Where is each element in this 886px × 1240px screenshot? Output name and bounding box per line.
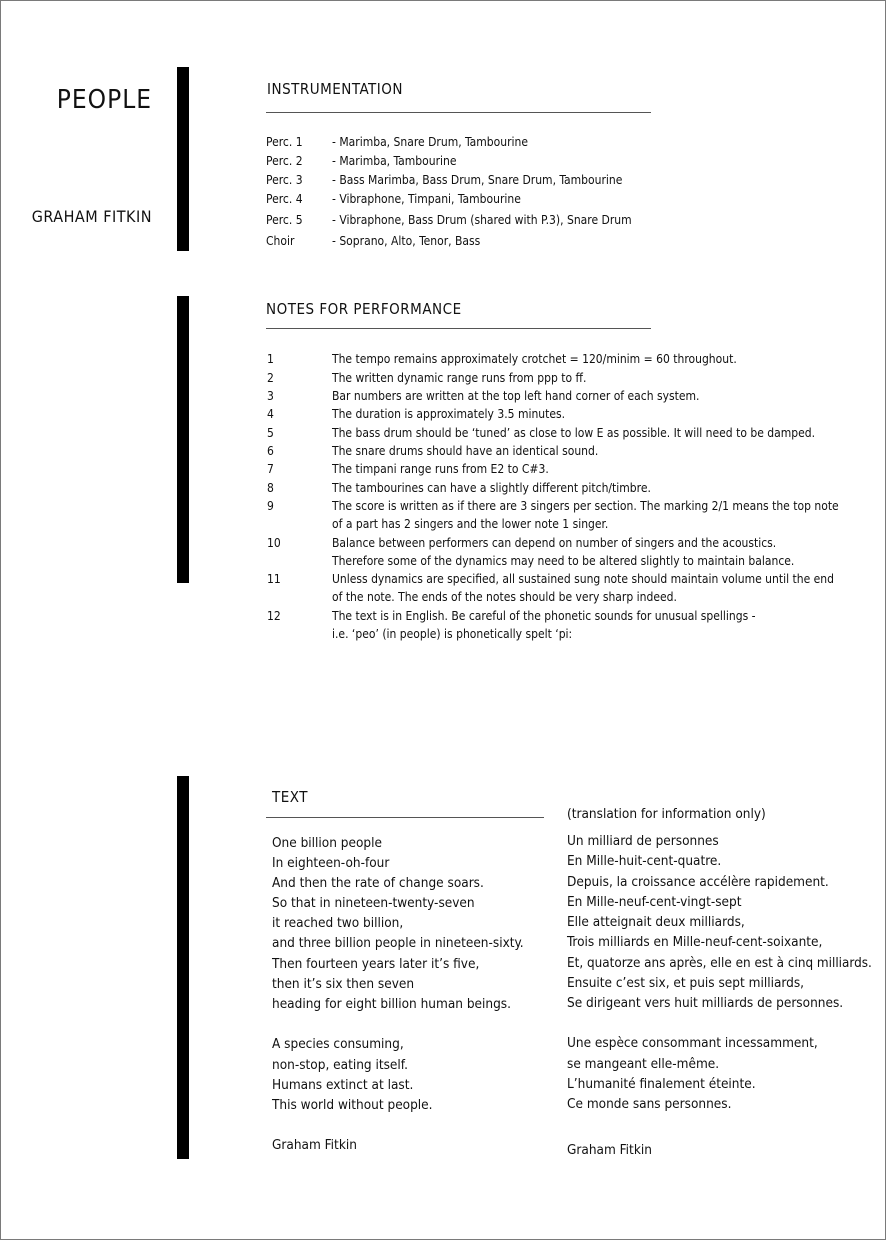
lyric-line-fr: En Mille-neuf-cent-vingt-sept bbox=[567, 894, 742, 910]
page-title: PEOPLE bbox=[56, 85, 152, 116]
lyric-line-fr: Depuis, la croissance accélère rapidement. bbox=[567, 874, 829, 890]
section-bar-text bbox=[177, 776, 189, 1159]
lyric-line-en: So that in nineteen-twenty-seven bbox=[272, 895, 475, 911]
instrument-label: Perc. 5 bbox=[266, 213, 303, 227]
instrument-label: Perc. 2 bbox=[266, 154, 303, 168]
instrument-desc: - Marimba, Snare Drum, Tambourine bbox=[332, 135, 529, 149]
lyric-line-en: and three billion people in nineteen-sixty. bbox=[272, 935, 524, 951]
note-number: 7 bbox=[267, 462, 274, 476]
text-author-fr: Graham Fitkin bbox=[567, 1142, 652, 1158]
note-number: 9 bbox=[267, 499, 274, 513]
instrument-desc: - Bass Marimba, Bass Drum, Snare Drum, Tambourine bbox=[332, 173, 623, 187]
note-text: i.e. ‘peo’ (in people) is phonetically spelt ‘pi: bbox=[332, 627, 573, 641]
note-number: 10 bbox=[267, 536, 281, 550]
instrumentation-heading: INSTRUMENTATION bbox=[267, 80, 403, 98]
lyric-line-fr: Trois milliards en Mille-neuf-cent-soixante, bbox=[567, 934, 823, 950]
lyric-line-fr: En Mille-huit-cent-quatre. bbox=[567, 853, 722, 869]
instrument-desc: - Vibraphone, Bass Drum (shared with P.3), Snare Drum bbox=[332, 213, 632, 227]
lyric-line-fr: Et, quatorze ans après, elle en est à cinq milliards. bbox=[567, 955, 872, 971]
text-author-en: Graham Fitkin bbox=[272, 1137, 357, 1153]
lyric-line-en: One billion people bbox=[272, 835, 382, 851]
note-text: Bar numbers are written at the top left hand corner of each system. bbox=[332, 389, 700, 403]
note-number: 12 bbox=[267, 609, 281, 623]
instrument-label: Perc. 4 bbox=[266, 192, 303, 206]
lyric-line-fr: se mangeant elle-même. bbox=[567, 1056, 720, 1072]
lyric-line-en: And then the rate of change soars. bbox=[272, 875, 484, 891]
instrument-label: Perc. 1 bbox=[266, 135, 303, 149]
lyric-line-en: Humans extinct at last. bbox=[272, 1077, 414, 1093]
instrument-desc: - Vibraphone, Timpani, Tambourine bbox=[332, 192, 521, 206]
instrument-label: Perc. 3 bbox=[266, 173, 303, 187]
note-text: The written dynamic range runs from ppp to ff. bbox=[332, 371, 587, 385]
note-text: Unless dynamics are specified, all sustained sung note should maintain volume until the end bbox=[332, 572, 835, 586]
note-text: The score is written as if there are 3 singers per section. The marking 2/1 means the top note bbox=[332, 499, 839, 513]
note-number: 1 bbox=[267, 352, 274, 366]
note-number: 11 bbox=[267, 572, 281, 586]
note-text: The timpani range runs from E2 to C#3. bbox=[332, 462, 549, 476]
note-number: 4 bbox=[267, 407, 274, 421]
section-bar-notes bbox=[177, 296, 189, 583]
note-text: Therefore some of the dynamics may need to be altered slightly to maintain balance. bbox=[332, 554, 795, 568]
lyric-line-en: This world without people. bbox=[272, 1097, 433, 1113]
lyric-line-fr: Ce monde sans personnes. bbox=[567, 1096, 732, 1112]
note-text: of a part has 2 singers and the lower note 1 singer. bbox=[332, 517, 609, 531]
note-number: 3 bbox=[267, 389, 274, 403]
note-number: 6 bbox=[267, 444, 274, 458]
note-text: The duration is approximately 3.5 minutes. bbox=[332, 407, 566, 421]
translation-note: (translation for information only) bbox=[567, 806, 766, 822]
lyric-line-en: A species consuming, bbox=[272, 1036, 404, 1052]
text-heading: TEXT bbox=[272, 788, 308, 806]
note-number: 8 bbox=[267, 481, 274, 495]
lyric-line-fr: Une espèce consommant incessamment, bbox=[567, 1035, 818, 1051]
note-text: of the note. The ends of the notes should be very sharp indeed. bbox=[332, 590, 677, 604]
instrument-desc: - Soprano, Alto, Tenor, Bass bbox=[332, 234, 481, 248]
lyric-line-en: Then fourteen years later it’s five, bbox=[272, 956, 480, 972]
lyric-line-fr: Ensuite c’est six, et puis sept milliards, bbox=[567, 975, 805, 991]
notes-heading: NOTES FOR PERFORMANCE bbox=[266, 300, 462, 318]
text-rule bbox=[266, 817, 544, 818]
instrument-label: Choir bbox=[266, 234, 295, 248]
note-text: The text is in English. Be careful of the phonetic sounds for unusual spellings - bbox=[332, 609, 756, 623]
instrument-desc: - Marimba, Tambourine bbox=[332, 154, 457, 168]
lyric-line-en: it reached two billion, bbox=[272, 915, 404, 931]
lyric-line-fr: Se dirigeant vers huit milliards de personnes. bbox=[567, 995, 844, 1011]
lyric-line-fr: L’humanité finalement éteinte. bbox=[567, 1076, 756, 1092]
lyric-line-en: then it’s six then seven bbox=[272, 976, 415, 992]
note-number: 2 bbox=[267, 371, 274, 385]
lyric-line-en: non-stop, eating itself. bbox=[272, 1057, 408, 1073]
instrumentation-rule bbox=[266, 112, 651, 113]
note-text: The tambourines can have a slightly different pitch/timbre. bbox=[332, 481, 651, 495]
section-bar-instrumentation bbox=[177, 67, 189, 251]
note-text: The snare drums should have an identical sound. bbox=[332, 444, 599, 458]
note-number: 5 bbox=[267, 426, 274, 440]
note-text: Balance between performers can depend on number of singers and the acoustics. bbox=[332, 536, 777, 550]
note-text: The tempo remains approximately crotchet = 120/minim = 60 throughout. bbox=[332, 352, 737, 366]
lyric-line-fr: Un milliard de personnes bbox=[567, 833, 719, 849]
notes-rule bbox=[266, 328, 651, 329]
note-text: The bass drum should be ‘tuned’ as close to low E as possible. It will need to be damped. bbox=[332, 426, 816, 440]
lyric-line-en: In eighteen-oh-four bbox=[272, 855, 390, 871]
lyric-line-en: heading for eight billion human beings. bbox=[272, 996, 511, 1012]
lyric-line-fr: Elle atteignait deux milliards, bbox=[567, 914, 745, 930]
composer-name: GRAHAM FITKIN bbox=[31, 207, 152, 226]
